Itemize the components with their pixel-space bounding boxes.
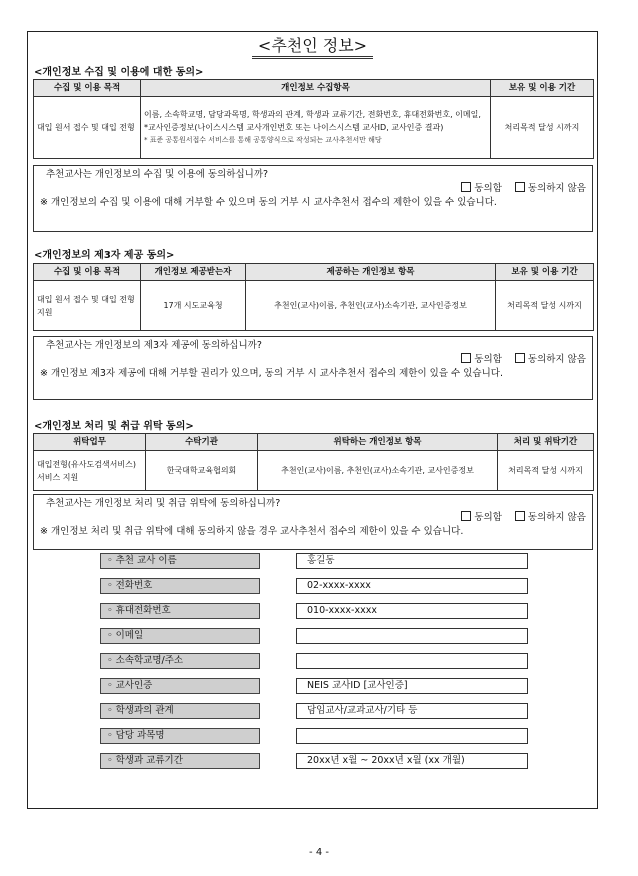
s1-agree-option[interactable]	[461, 183, 502, 194]
s1-disagree-option[interactable]	[515, 183, 586, 194]
form-label-mobile: ◦ 휴대전화번호	[100, 603, 260, 619]
s3-trustee: 한국대학교육협의회	[146, 451, 258, 491]
page-title: <추천인 정보>	[252, 36, 373, 59]
section1-consent-box	[33, 165, 593, 232]
s2-recipient: 17개 시도교육청	[141, 281, 246, 331]
form-value-teacher-auth[interactable]: NEIS 교사ID [교사인증]	[296, 678, 528, 694]
page-number: - 4 -	[309, 847, 329, 858]
s2-disagree-option[interactable]	[515, 354, 586, 365]
s1-period: 처리목적 달성 시까지	[491, 97, 594, 159]
section2-consent-box	[33, 336, 593, 400]
s1-agree-label: 동의함	[474, 183, 502, 194]
form-label-teacher-auth: ◦ 교사인증	[100, 678, 260, 694]
section1-table	[33, 79, 594, 159]
s1-warning: ※ 개인정보의 수집 및 이용에 대해 거부할 수 있으며 동의 거부 시 교사추천서 접수의 제한이 있을 수 있습니다.	[40, 197, 497, 208]
s3-options	[40, 511, 586, 525]
form-value-relation[interactable]: 담임교사/교과교사/기타 등	[296, 703, 528, 719]
form-label-subject: ◦ 담당 과목명	[100, 728, 260, 744]
s1-items-cell	[141, 97, 491, 159]
s3-question: 추천교사는 개인정보 처리 및 취급 위탁에 동의하십니까?	[46, 498, 281, 509]
s1-disagree-checkbox[interactable]	[515, 182, 525, 192]
s2-header-recipient: 개인정보 제공받는자	[141, 264, 246, 281]
s3-header-period: 처리 및 위탁기간	[498, 434, 594, 451]
s1-header-items: 개인정보 수집항목	[141, 80, 491, 97]
s3-disagree-label: 동의하지 않음	[527, 512, 586, 523]
form-label-name: ◦ 추천 교사 이름	[100, 553, 260, 569]
section1-heading: <개인정보 수집 및 이용에 대한 동의>	[34, 67, 204, 78]
s3-warning: ※ 개인정보 처리 및 취급 위탁에 대해 동의하지 않을 경우 교사추천서 접수의 제한이 있을 수 있습니다.	[40, 526, 464, 537]
s1-items-note: * 표준 공통원서접수 서비스를 통해 공통양식으로 작성되는 교사추천서만 해당	[144, 136, 382, 144]
form-value-name[interactable]: 홍길동	[296, 553, 528, 569]
s3-disagree-option[interactable]	[515, 512, 586, 523]
s1-options	[40, 182, 586, 196]
form-value-school[interactable]	[296, 653, 528, 669]
s3-task: 대입전형(유사도검색서비스) 서비스 지원	[34, 451, 146, 491]
s3-header-task: 위탁업무	[34, 434, 146, 451]
s2-agree-label: 동의함	[474, 354, 502, 365]
s3-agree-option[interactable]	[461, 512, 502, 523]
form-value-subject[interactable]	[296, 728, 528, 744]
s3-items: 추천인(교사)이름, 추천인(교사)소속기관, 교사인증정보	[258, 451, 498, 491]
section2-heading: <개인정보의 제3자 제공 동의>	[34, 250, 175, 261]
s1-header-period: 보유 및 이용 기간	[491, 80, 594, 97]
section3-heading: <개인정보 처리 및 취급 위탁 동의>	[34, 421, 194, 432]
s2-header-items: 제공하는 개인정보 항목	[246, 264, 496, 281]
s2-header-period: 보유 및 이용 기간	[496, 264, 594, 281]
form-label-phone: ◦ 전화번호	[100, 578, 260, 594]
s1-question: 추천교사는 개인정보의 수집 및 이용에 동의하십니까?	[46, 169, 269, 180]
s2-question: 추천교사는 개인정보의 제3자 제공에 동의하십니까?	[46, 340, 262, 351]
s2-period: 처리목적 달성 시까지	[496, 281, 594, 331]
s2-purpose: 대입 원서 접수 및 대입 전형 지원	[34, 281, 141, 331]
s2-agree-option[interactable]	[461, 354, 502, 365]
section2-table	[33, 263, 594, 331]
s3-period: 처리목적 달성 시까지	[498, 451, 594, 491]
form-label-period: ◦ 학생과 교류기간	[100, 753, 260, 769]
s1-items: 이름, 소속학교명, 담당과목명, 학생과의 관계, 학생과 교류기간, 전화번호, 휴대전화번호, 이메일, *교사인증정보(나이스시스템 교사개인번호 또는 나이스시스템 교사ID, 교사인증 결과)	[144, 110, 481, 132]
s2-warning: ※ 개인정보 제3자 제공에 대해 거부할 권리가 있으며, 동의 거부 시 교사추천서 접수의 제한이 있을 수 있습니다.	[40, 368, 503, 379]
form-label-relation: ◦ 학생과의 관계	[100, 703, 260, 719]
title-area	[28, 36, 597, 59]
s3-agree-label: 동의함	[474, 512, 502, 523]
form-value-email[interactable]	[296, 628, 528, 644]
s2-header-purpose: 수집 및 이용 목적	[34, 264, 141, 281]
form-value-period[interactable]: 20xx년 x월 ~ 20xx년 x월 (xx 개월)	[296, 753, 528, 769]
s1-disagree-label: 동의하지 않음	[527, 183, 586, 194]
s3-header-items: 위탁하는 개인정보 항목	[258, 434, 498, 451]
s1-agree-checkbox[interactable]	[461, 182, 471, 192]
section3-table	[33, 433, 594, 491]
s1-header-purpose: 수집 및 이용 목적	[34, 80, 141, 97]
s2-disagree-checkbox[interactable]	[515, 353, 525, 363]
s3-agree-checkbox[interactable]	[461, 511, 471, 521]
form-label-email: ◦ 이메일	[100, 628, 260, 644]
form-value-mobile[interactable]: 010-xxxx-xxxx	[296, 603, 528, 619]
s2-agree-checkbox[interactable]	[461, 353, 471, 363]
s2-options	[40, 353, 586, 367]
s1-purpose: 대입 원서 접수 및 대입 전형	[34, 97, 141, 159]
section3-consent-box	[33, 494, 593, 550]
s2-disagree-label: 동의하지 않음	[527, 354, 586, 365]
s3-disagree-checkbox[interactable]	[515, 511, 525, 521]
form-value-phone[interactable]: 02-xxxx-xxxx	[296, 578, 528, 594]
s2-items: 추천인(교사)이름, 추천인(교사)소속기관, 교사인증정보	[246, 281, 496, 331]
s3-header-trustee: 수탁기관	[146, 434, 258, 451]
form-label-school: ◦ 소속학교명/주소	[100, 653, 260, 669]
